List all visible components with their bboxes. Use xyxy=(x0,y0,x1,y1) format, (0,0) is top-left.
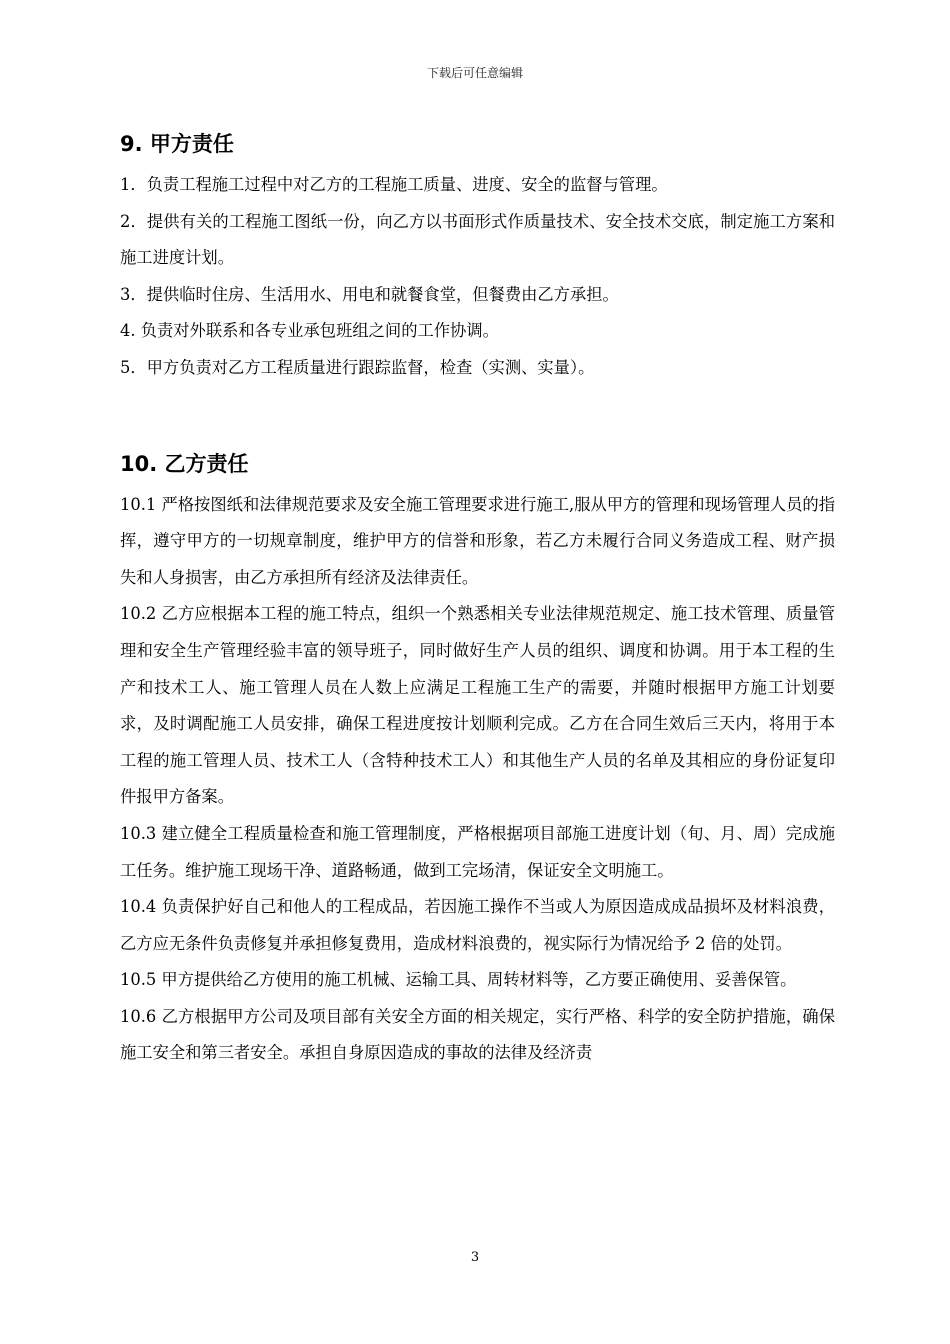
sec9-item-3: 3．提供临时住房、生活用水、用电和就餐食堂，但餐费由乙方承担。 xyxy=(120,284,619,304)
sec10-item-2: 10.2 乙方应根据本工程的施工特点，组织一个熟悉相关专业法律规范规定、施工技术管理、质量管理和安全生产管理经验丰富的领导班子，同时做好生产人员的组织、调度和协调。用于本工程的生产和技术工人、施工管理人员在人数上应满足工程施工生产的需要，并随时根据甲方施工计划要求，及时调配施工人员安排，确保工程进度按计划顺利完成。乙方在合同生效后三天内，将用于本工程的施工管理人员、技术工人（含特种技术工人）和其他生产人员的名单及其相应的身份证复印件报甲方备案。 xyxy=(120,604,835,807)
sec10-item-6: 10.6 乙方根据甲方公司及项目部有关安全方面的相关规定，实行严格、科学的安全防护措施，确保施工安全和第三者安全。承担自身原因造成的事故的法律及经济责 xyxy=(120,1006,835,1063)
page-number: 3 xyxy=(470,1250,480,1265)
section-10-title: 10. 乙方责任 xyxy=(120,451,249,476)
sec10-item-4: 10.4 负责保护好自己和他人的工程成品，若因施工操作不当或人为原因造成成品损坏及材料浪费，乙方应无条件负责修复并承担修复费用，造成材料浪费的，视实际行为情况给予 2 倍的处罚。 xyxy=(120,897,835,953)
page-header: 下载后可任意编辑 xyxy=(426,66,523,80)
sec10-item-1: 10.1 严格按图纸和法律规范要求及安全施工管理要求进行施工,服从甲方的管理和现场管理人员的指挥，遵守甲方的一切规章制度，维护甲方的信誉和形象，若乙方未履行合同义务造成工程、财产损失和人身损害，由乙方承担所有经济及法律责任。 xyxy=(120,494,835,587)
sec9-item-2: 2．提供有关的工程施工图纸一份，向乙方以书面形式作质量技术、安全技术交底，制定施工方案和施工进度计划。 xyxy=(120,211,835,268)
sec10-item-3: 10.3 建立健全工程质量检查和施工管理制度，严格根据项目部施工进度计划（旬、月、周）完成施工任务。维护施工现场干净、道路畅通，做到工完场清，保证安全文明施工。 xyxy=(120,823,835,880)
sec9-item-1: 1．负责工程施工过程中对乙方的工程施工质量、进度、安全的监督与管理。 xyxy=(120,175,668,194)
document-body xyxy=(120,127,835,1072)
section-9-title: 9. 甲方责任 xyxy=(120,132,234,156)
sec10-item-5: 10.5 甲方提供给乙方使用的施工机械、运输工具、周转材料等，乙方要正确使用、妥善保管。 xyxy=(120,970,797,990)
sec9-item-5: 5．甲方负责对乙方工程质量进行跟踪监督，检查（实测、实量）。 xyxy=(120,357,595,377)
sec9-item-4: 4. 负责对外联系和各专业承包班组之间的工作协调。 xyxy=(120,321,499,341)
